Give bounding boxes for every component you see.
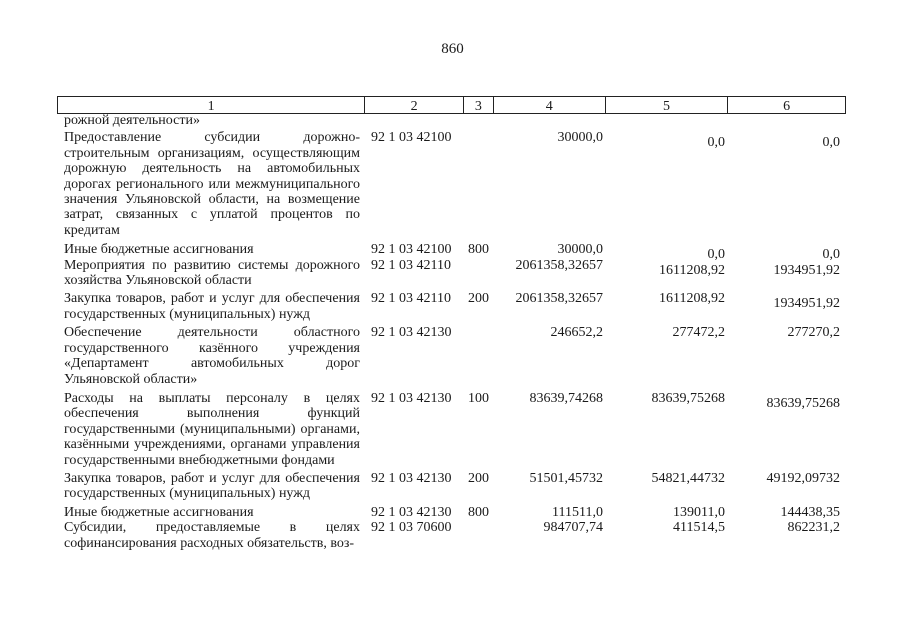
row-code: 92 1 03 70600	[371, 520, 452, 536]
row-value-col5: 83639,75268	[651, 390, 725, 406]
row-code: 92 1 03 42110	[371, 291, 451, 307]
row-name: Иные бюджетные ассигнования	[64, 504, 254, 520]
row-value-col4: 51501,45732	[529, 470, 603, 486]
header-col-6: 6	[783, 99, 791, 114]
header-col-1: 1	[58, 97, 365, 113]
table-header	[57, 96, 846, 114]
row-code: 92 1 03 42130	[371, 470, 452, 486]
row-name: Предоставление субсидии дорожно-строительным организациям, осуществляющим дорожную деятельность на автомобильных дорогах регионального или межмуниципального значения Ульяновской области, на возмещение затрат, связанных с уплатой процентов по кредитам	[64, 130, 360, 238]
row-value-col5: 0,0	[707, 247, 725, 263]
row-code: 92 1 03 42130	[371, 325, 452, 341]
row-value-col5: 54821,44732	[651, 470, 725, 486]
row-value-col4: 246652,2	[550, 325, 603, 341]
table-row	[0, 242, 905, 263]
row-value-col6: 0,0	[822, 247, 840, 263]
row-value-col6: 0,0	[822, 135, 840, 151]
header-col-3: 3	[464, 97, 494, 113]
header-col-4: 4	[494, 97, 606, 113]
row-value-col6: 277270,2	[787, 325, 840, 341]
row-value-col6: 862231,2	[787, 520, 840, 536]
row-code: 92 1 03 42110	[371, 257, 451, 273]
row-value-col6: 49192,09732	[766, 470, 840, 486]
row-name: Расходы на выплаты персоналу в целях обеспечения выполнения функций государственными (муниципальными) органами, казёнными учреждениями, органами управления государственными внебюджетными фондами	[64, 390, 360, 468]
table-row	[0, 391, 905, 468]
row-expense-type: 200	[468, 470, 489, 486]
row-value-col6: 1934951,92	[773, 296, 840, 312]
row-expense-type: 100	[468, 390, 489, 406]
row-value-col5: 277472,2	[672, 325, 725, 341]
table-row	[0, 520, 905, 551]
table-row	[0, 113, 905, 128]
row-name: Мероприятия по развитию системы дорожного хозяйства Ульяновской области	[64, 257, 360, 289]
row-value-col5: 1611208,92	[659, 291, 725, 307]
row-code: 92 1 03 42130	[371, 504, 452, 520]
row-value-col5: 0,0	[707, 135, 725, 151]
table-row	[0, 325, 905, 387]
table-row	[0, 505, 905, 520]
row-name: Закупка товаров, работ и услуг для обеспечения государственных (муниципальных) нужд	[64, 470, 360, 502]
table-row	[0, 130, 905, 238]
row-value-col4: 2061358,32657	[515, 257, 603, 273]
row-value-col5: 1611208,92	[659, 262, 725, 278]
row-name: рожной деятельности»	[64, 113, 200, 128]
header-col-2: 2	[365, 97, 464, 113]
row-value-col4: 30000,0	[557, 242, 603, 258]
row-value-col6: 144438,35	[780, 504, 840, 520]
row-name: Закупка товаров, работ и услуг для обеспечения государственных (муниципальных) нужд	[64, 291, 360, 322]
row-code: 92 1 03 42100	[371, 242, 452, 258]
row-value-col4: 984707,74	[543, 520, 603, 536]
row-value-col6: 83639,75268	[766, 395, 840, 411]
table-row	[0, 471, 905, 502]
row-name: Иные бюджетные ассигнования	[64, 242, 254, 258]
table-row	[0, 258, 905, 289]
row-name: Обеспечение деятельности областного государственного казённого учреждения «Департамент автомобильных дорог Ульяновской области»	[64, 325, 360, 387]
table-row	[0, 291, 905, 322]
row-value-col4: 30000,0	[557, 130, 603, 146]
row-value-col5: 411514,5	[673, 520, 725, 536]
row-value-col4: 111511,0	[552, 504, 603, 520]
row-expense-type: 800	[468, 504, 489, 520]
row-value-col4: 2061358,32657	[515, 291, 603, 307]
row-name: Субсидии, предоставляемые в целях софинансирования расходных обязательств, воз-	[64, 520, 360, 551]
page-number: 860	[441, 41, 464, 57]
row-value-col6: 1934951,92	[773, 262, 840, 278]
row-code: 92 1 03 42130	[371, 390, 452, 406]
row-value-col4: 83639,74268	[529, 390, 603, 406]
row-code: 92 1 03 42100	[371, 130, 452, 146]
row-value-col5: 139011,0	[673, 504, 725, 520]
header-col-5: 5	[606, 97, 729, 113]
row-expense-type: 800	[468, 242, 489, 258]
budget-table	[0, 113, 905, 551]
row-expense-type: 200	[468, 291, 489, 307]
